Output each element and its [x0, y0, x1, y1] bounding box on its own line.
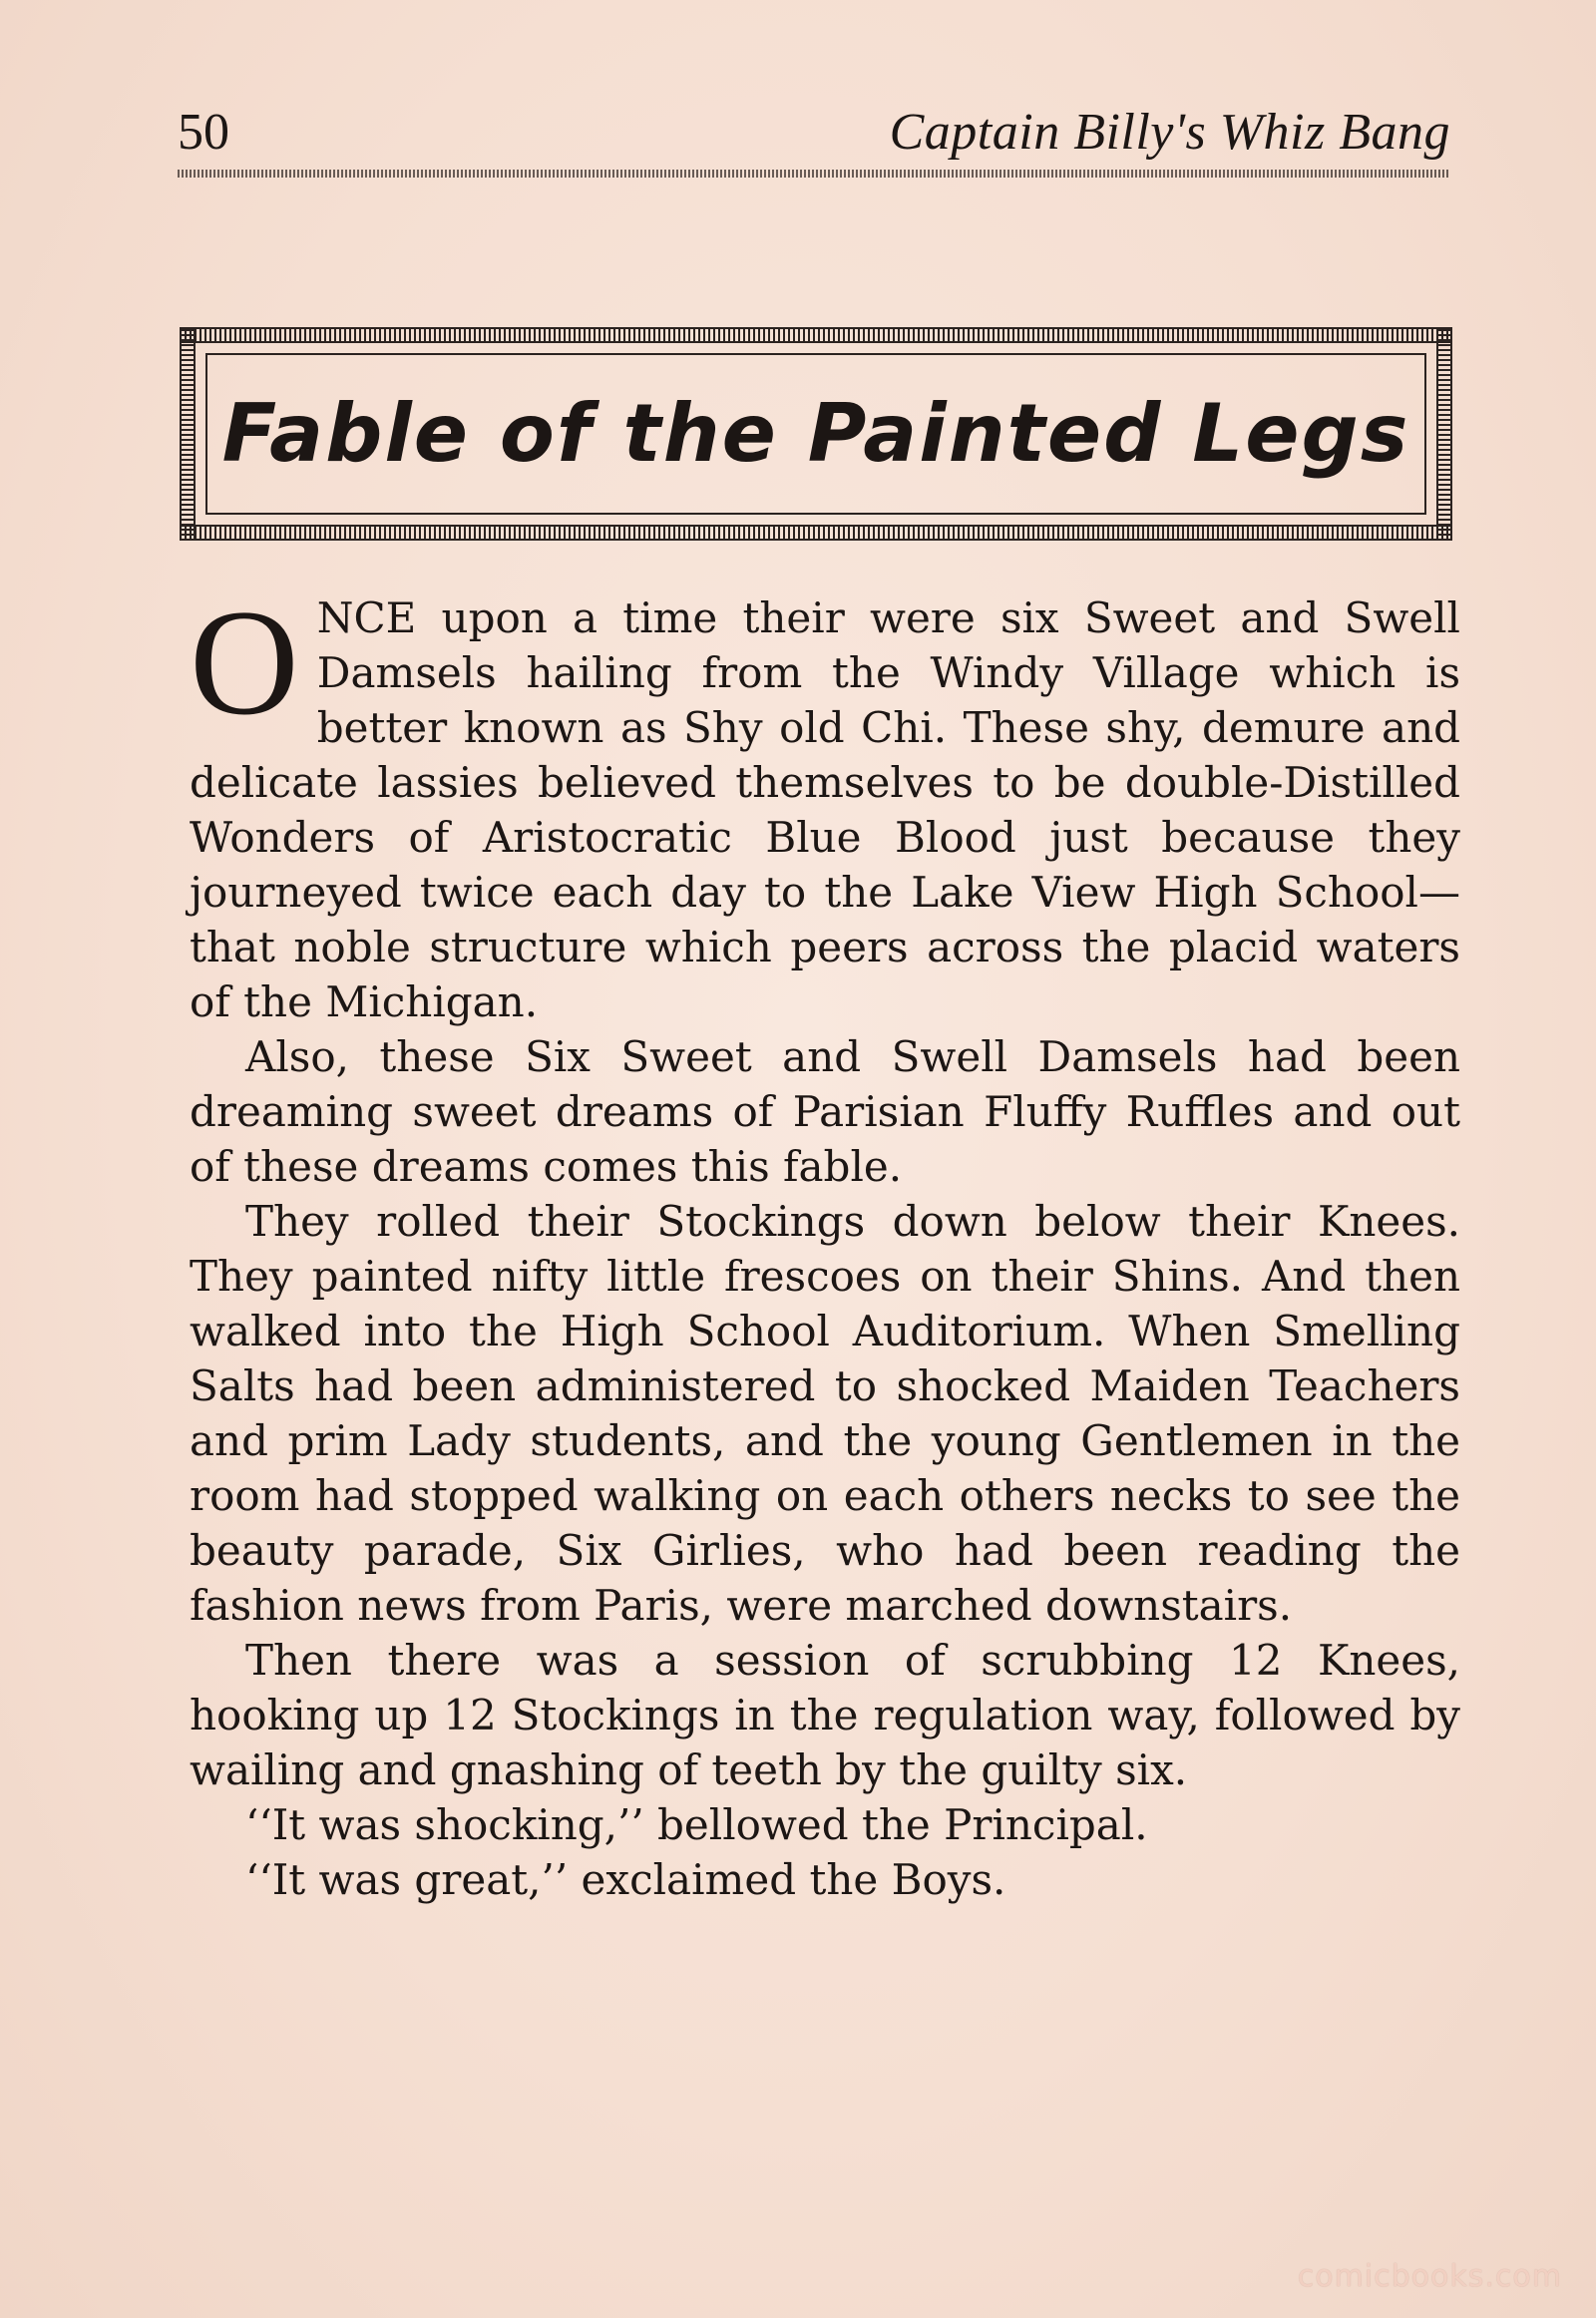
paragraph-3: They rolled their Stockings down below their Knees. They painted nifty little frescoes on their Shins. And then walked into the High School Auditorium. When Smelling Salts had been administered to shocked Maiden Teachers and prim Lady students, and the young Gentlemen in the room had stopped walking on each others necks to see the beauty parade, Six Girlies, who had been reading the fashion news from Paris, were marched downstairs. [190, 1197, 1460, 1630]
header-rule [178, 170, 1450, 178]
paragraph-1-text: NCE upon a time their were six Sweet and Swell Damsels hailing from the Windy Village which is better known as Shy old Chi. These shy, demure and delicate lassies believed themselves to be double-Distilled Wonders of Aristocratic Blue Blood just because they journeyed twice each day to the Lake View High School—that noble structure which peers across the placid waters of the Michigan. [190, 593, 1460, 1026]
paragraph-1 [190, 579, 1460, 1029]
running-head [178, 98, 1450, 168]
paragraph-2: Also, these Six Sweet and Swell Damsels had been dreaming sweet dreams of Parisian Fluffy Ruffles and out of these dreams comes this fable. [190, 1032, 1460, 1191]
paragraph-5: ‘‘It was shocking,’’ bellowed the Principal. [245, 1800, 1148, 1849]
magazine-title: Captain Billy's Whiz Bang [889, 104, 1450, 161]
article-title: Fable of the Painted Legs [221, 387, 1410, 480]
watermark: comicbooks.com [1297, 2259, 1562, 2294]
title-frame [180, 327, 1452, 541]
drop-cap: O [190, 579, 299, 746]
page-number: 50 [178, 104, 229, 161]
paragraph-4: Then there was a session of scrubbing 12 Knees, hooking up 12 Stockings in the regulation way, followed by wailing and gnashing of teeth by the guilty six. [190, 1636, 1460, 1794]
paragraph-6: ‘‘It was great,’’ exclaimed the Boys. [245, 1855, 1006, 1904]
article-body [190, 579, 1460, 1907]
